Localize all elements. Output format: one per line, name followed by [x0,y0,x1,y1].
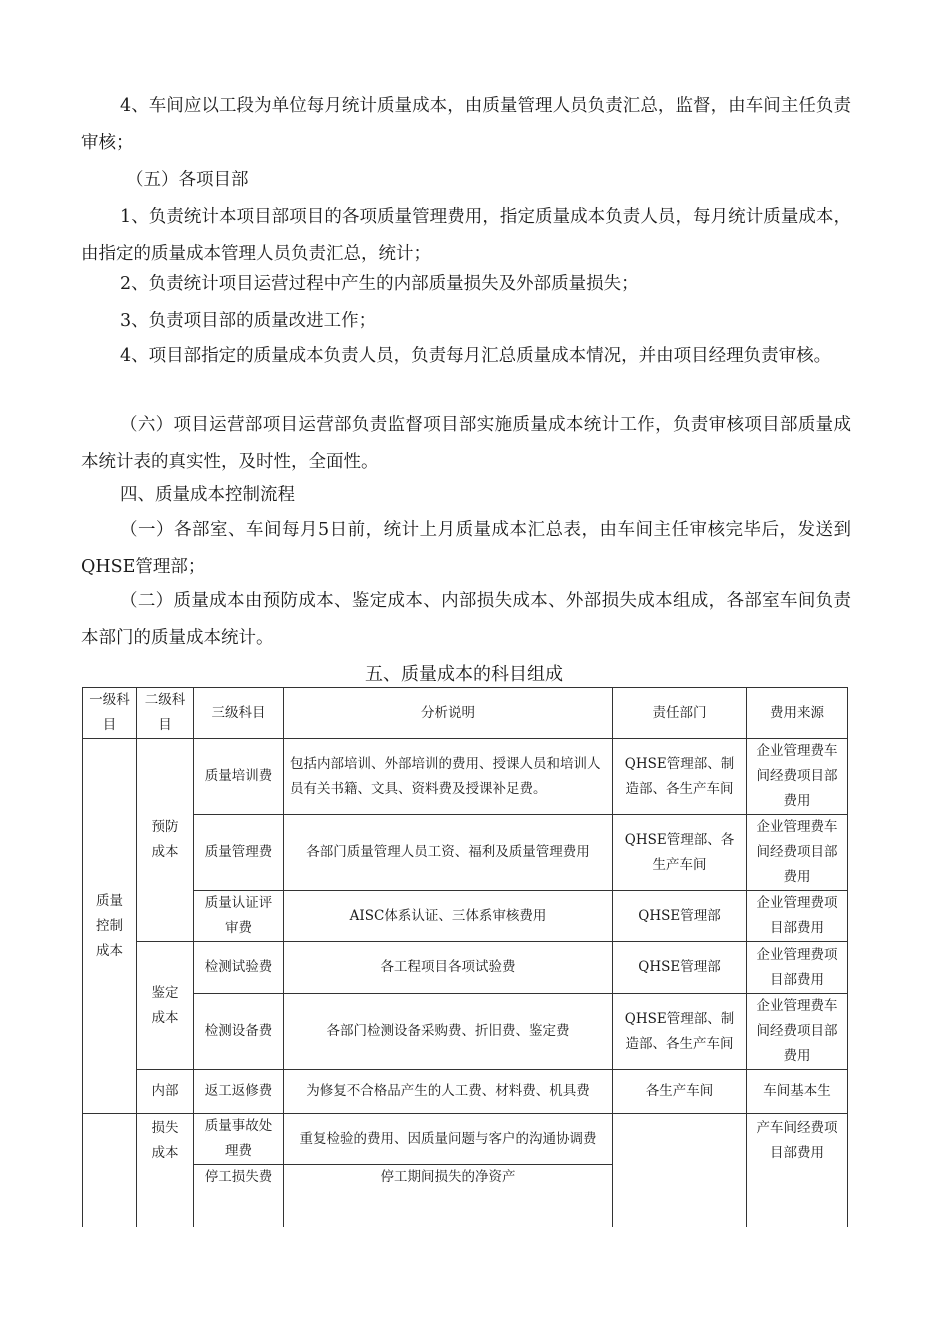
table-title: 五、质量成本的科目组成 [365,664,563,685]
item-cell: 质量管理费 [194,815,284,891]
header-level3: 三级科目 [194,688,284,739]
table-row [83,891,848,942]
paragraph-flow-1: （一）各部室、车间每月5日前，统计上月质量成本汇总表，由车间主任审核完毕后，发送到QHSE管理部； [81,520,851,577]
source-cell: 产车间经费项目部费用 [747,1114,848,1227]
dept-cell [613,1114,747,1227]
item-cell: 质量认证评审费 [194,891,284,942]
desc-cell: 为修复不合格品产生的人工费、材料费、机具费 [284,1070,613,1114]
header-level2: 二级科目 [137,688,194,739]
header-analysis: 分析说明 [284,688,613,739]
level1-empty [83,1114,137,1227]
paragraph-section-6: （六）项目运营部项目运营部负责监督项目部实施质量成本统计工作，负责审核项目部质量成本统计表的真实性，及时性，全面性。 [81,415,851,472]
dept-cell: QHSE管理部 [613,891,747,942]
source-cell: 企业管理费车间经费项目部费用 [747,815,848,891]
desc-cell: 重复检验的费用、因质量问题与客户的沟通协调费 [284,1114,613,1165]
level2-internal: 内部 [137,1070,194,1114]
header-level1: 一级科目 [83,688,137,739]
item-cell: 检测试验费 [194,942,284,994]
item-cell: 停工损失费 [194,1165,284,1227]
header-dept: 责任部门 [613,688,747,739]
header-source: 费用来源 [747,688,848,739]
level2-loss-cost: 损失成本 [137,1114,194,1227]
paragraph-workshop-4: 4、车间应以工段为单位每月统计质量成本，由质量管理人员负责汇总，监督，由车间主任负责审核； [81,96,851,153]
section-heading-4: 四、质量成本控制流程 [120,485,295,505]
level2-prevention: 预防成本 [137,739,194,942]
table-row [83,942,848,994]
desc-cell: AISC体系认证、三体系审核费用 [284,891,613,942]
desc-cell: 各部门质量管理人员工资、福利及质量管理费用 [284,815,613,891]
item-cell: 质量事故处理费 [194,1114,284,1165]
item-cell: 检测设备费 [194,994,284,1070]
desc-cell: 停工期间损失的净资产 [284,1165,613,1227]
dept-cell: QHSE管理部、制造部、各生产车间 [613,739,747,815]
table-row [83,815,848,891]
level2-appraisal: 鉴定成本 [137,942,194,1070]
table-row [83,994,848,1070]
item-cell: 返工返修费 [194,1070,284,1114]
item-cell: 质量培训费 [194,739,284,815]
source-cell: 企业管理费项目部费用 [747,891,848,942]
table-row [83,1070,848,1114]
paragraph-project-3: 3、负责项目部的质量改进工作； [120,311,377,331]
table-row [83,739,848,815]
desc-cell: 各部门检测设备采购费、折旧费、鉴定费 [284,994,613,1070]
table-row [83,1114,848,1165]
source-cell: 车间基本生 [747,1070,848,1114]
dept-cell: QHSE管理部、各生产车间 [613,815,747,891]
quality-cost-table [82,687,848,1227]
paragraph-project-2: 2、负责统计项目运营过程中产生的内部质量损失及外部质量损失； [120,274,639,294]
desc-cell: 包括内部培训、外部培训的费用、授课人员和培训人员有关书籍、文具、资料费及授课补足费。 [284,739,613,815]
section-heading-5: （五）各项目部 [126,170,249,190]
paragraph-flow-2: （二）质量成本由预防成本、鉴定成本、内部损失成本、外部损失成本组成，各部室车间负责本部门的质量成本统计。 [81,591,851,648]
table-header-row [83,688,848,739]
source-cell: 企业管理费项目部费用 [747,942,848,994]
desc-cell: 各工程项目各项试验费 [284,942,613,994]
source-cell: 企业管理费车间经费项目部费用 [747,994,848,1070]
source-cell: 企业管理费车间经费项目部费用 [747,739,848,815]
level1-control-cost: 质量控制成本 [83,739,137,1114]
dept-cell: 各生产车间 [613,1070,747,1114]
dept-cell: QHSE管理部 [613,942,747,994]
dept-cell: QHSE管理部、制造部、各生产车间 [613,994,747,1070]
paragraph-project-4: 4、项目部指定的质量成本负责人员，负责每月汇总质量成本情况，并由项目经理负责审核。 [120,346,832,366]
paragraph-project-1: 1、负责统计本项目部项目的各项质量管理费用，指定质量成本负责人员，每月统计质量成本，由指定的质量成本管理人员负责汇总，统计； [81,207,851,264]
